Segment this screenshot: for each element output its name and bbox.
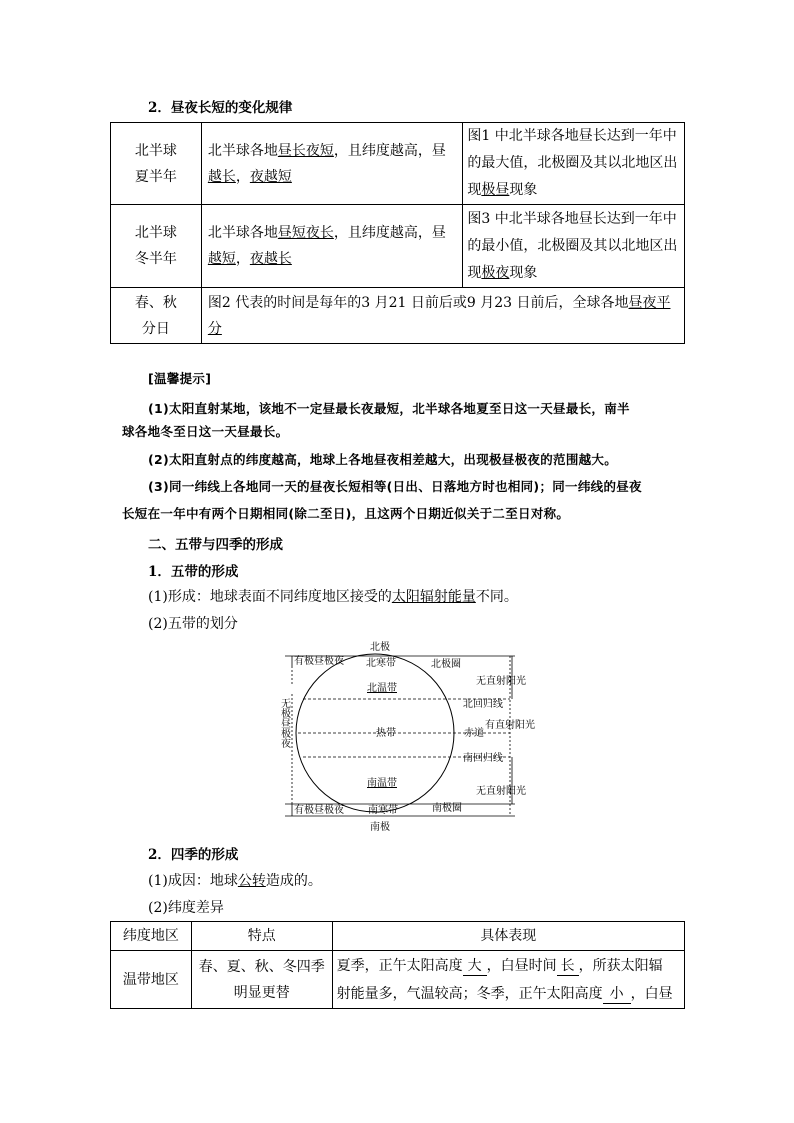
row-description: 图2 代表的时间是每年的3 月21 日前后或9 月23 日前后，全球各地昼夜平分 bbox=[201, 288, 684, 344]
north-temperate-label: 北温带 bbox=[367, 683, 397, 694]
header-cell: 纬度地区 bbox=[111, 922, 192, 951]
row-description: 北半球各地昼长夜短，且纬度越高，昼越长，夜越短 bbox=[201, 123, 463, 205]
detail-cell: 夏季，正午太阳高度 大 ，白昼时间 长 ，所获太阳辐 射能量多，气温较高；冬季，正午太阳高度 小 ，白昼 bbox=[332, 951, 684, 1009]
table-row bbox=[111, 288, 685, 344]
table-header bbox=[111, 922, 685, 951]
day-night-table bbox=[110, 122, 685, 344]
row-detail: 图3 中北半球各地昼长达到一年中的最小值，北极圈及其以北地区出现极夜现象 bbox=[463, 205, 685, 288]
header-cell: 具体表现 bbox=[332, 922, 684, 951]
tip-item-cont: 长短在一年中有两个日期相同(除二至日)，且这两个日期近似关于二至日对称。 bbox=[122, 506, 570, 521]
table-row bbox=[111, 123, 685, 205]
torrid-label: 热带 bbox=[376, 728, 396, 739]
section-title: 2．昼夜长短的变化规律 bbox=[148, 100, 293, 116]
no-direct-top-label: 无直射阳光 bbox=[476, 676, 526, 687]
tropic-capricorn-label: 南回归线 bbox=[463, 753, 503, 764]
table-row bbox=[111, 951, 685, 1009]
subsection-title: 2．四季的形成 bbox=[148, 847, 239, 863]
seasons-table bbox=[110, 921, 685, 1009]
subsection-title: 1．五带的形成 bbox=[148, 564, 239, 580]
direct-label: 有直射阳光 bbox=[485, 720, 535, 731]
part-title: 二、五带与四季的形成 bbox=[148, 537, 283, 553]
antarctic-circle-label: 南极圈 bbox=[432, 803, 462, 814]
polar-bottom-label: 有极昼极夜 bbox=[294, 805, 344, 816]
latitude-title: (2)纬度差异 bbox=[148, 900, 224, 916]
tip-item: (1)太阳直射某地，该地不一定昼最长夜最短，北半球各地夏至日这一天昼最长，南半 bbox=[148, 401, 630, 416]
row-label: 北半球 夏半年 bbox=[111, 123, 202, 205]
row-label: 北半球 冬半年 bbox=[111, 205, 202, 288]
tip-item-cont: 球各地冬至日这一天昼最长。 bbox=[122, 424, 289, 439]
tropic-cancer-label: 北回归线 bbox=[463, 699, 503, 710]
equator-label: 赤道 bbox=[464, 728, 484, 739]
region-cell: 温带地区 bbox=[111, 951, 192, 1009]
row-description: 北半球各地昼短夜长，且纬度越高，昼越短，夜越长 bbox=[201, 205, 463, 288]
division-title: (2)五带的划分 bbox=[148, 616, 238, 632]
tip-item: (2)太阳直射点的纬度越高，地球上各地昼夜相差越大，出现极昼极夜的范围越大。 bbox=[148, 452, 618, 467]
no-polar-label: 无极昼极夜 bbox=[278, 698, 290, 748]
no-direct-bottom-label: 无直射阳光 bbox=[476, 786, 526, 797]
table-row bbox=[111, 205, 685, 288]
tips-heading: [温馨提示] bbox=[148, 371, 212, 386]
south-temperate-label: 南温带 bbox=[367, 778, 397, 789]
row-detail: 图1 中北半球各地昼长达到一年中的最大值，北极圈及其以北地区出现极昼现象 bbox=[463, 123, 685, 205]
south-frigid-label: 南寒带 bbox=[368, 805, 398, 816]
north-pole-label: 北极 bbox=[370, 642, 390, 653]
five-zones-diagram bbox=[280, 636, 550, 834]
tip-item: (3)同一纬线上各地同一天的昼夜长短相等(日出、日落地方时也相同)；同一纬线的昼夜 bbox=[148, 479, 642, 494]
header-cell: 特点 bbox=[191, 922, 332, 951]
row-label: 春、秋 分日 bbox=[111, 288, 202, 344]
formation-text: (1)形成：地球表面不同纬度地区接受的太阳辐射能量不同。 bbox=[148, 589, 518, 605]
north-frigid-label: 北寒带 bbox=[366, 658, 396, 669]
arctic-circle-label: 北极圈 bbox=[431, 659, 461, 670]
feature-cell: 春、夏、秋、冬四季 明显更替 bbox=[191, 951, 332, 1009]
polar-top-label: 有极昼极夜 bbox=[294, 656, 344, 667]
cause-text: (1)成因：地球公转造成的。 bbox=[148, 873, 322, 889]
south-pole-label: 南极 bbox=[370, 822, 390, 833]
